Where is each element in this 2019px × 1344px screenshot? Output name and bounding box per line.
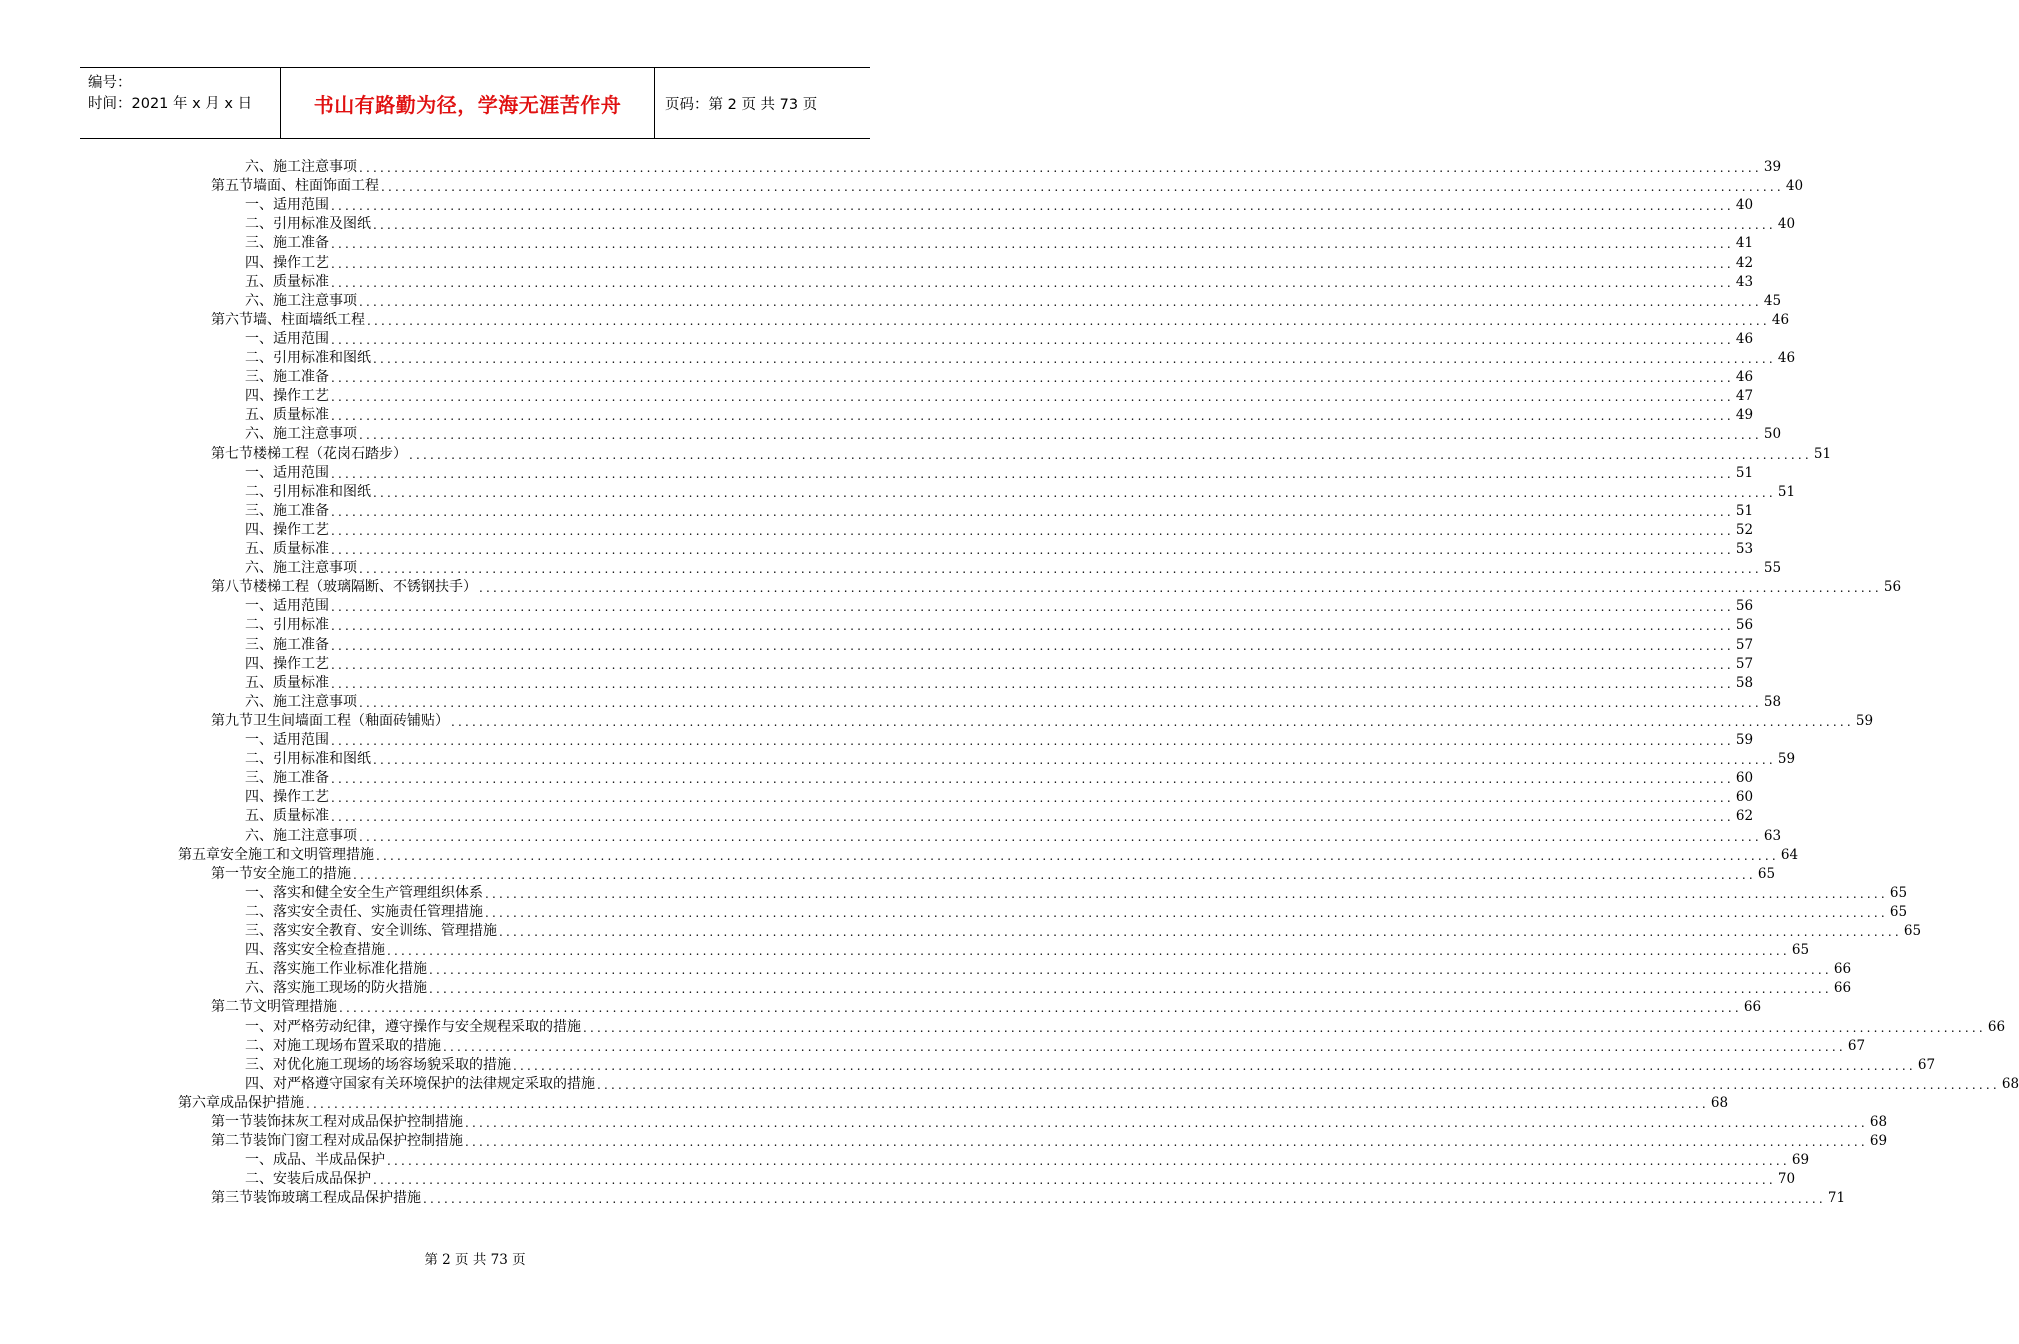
toc-entry-title: 质量标准 <box>273 808 329 825</box>
toc-dot-leader: ........................................................................................................................................................................................................ <box>359 695 1762 710</box>
toc-entry-page: 68 <box>1710 1094 1729 1111</box>
toc-entry[interactable] <box>211 578 1902 597</box>
toc-entry-title: 施工准备 <box>273 770 329 787</box>
toc-entry-title: 操作工艺 <box>273 521 329 538</box>
toc-entry[interactable] <box>245 922 1922 941</box>
toc-entry[interactable] <box>211 998 1762 1017</box>
toc-dot-leader: ........................................................................................................................................................................................................ <box>376 848 1779 863</box>
toc-entry-number: 四、 <box>245 521 273 538</box>
toc-entry[interactable] <box>245 387 1754 406</box>
toc-entry-title: 楼梯工程（花岗石踏步） <box>253 445 407 462</box>
toc-entry[interactable] <box>245 540 1754 559</box>
toc-entry-page: 58 <box>1763 693 1782 710</box>
toc-entry-page: 59 <box>1855 712 1874 729</box>
toc-dot-leader: ........................................................................................................................................................................................................ <box>331 332 1734 347</box>
toc-entry-number: 一、 <box>245 598 273 615</box>
toc-dot-leader: ........................................................................................................................................................................................................ <box>359 562 1762 577</box>
toc-entry-title: 适用范围 <box>273 464 329 481</box>
toc-entry[interactable] <box>245 597 1754 616</box>
toc-entry[interactable] <box>245 1018 2006 1037</box>
toc-entry-page: 65 <box>1791 942 1810 959</box>
toc-entry-title: 施工注意事项 <box>273 560 357 577</box>
toc-entry-title: 适用范围 <box>273 598 329 615</box>
toc-entry-page: 46 <box>1771 311 1790 328</box>
toc-entry-title: 文明管理措施 <box>253 999 337 1016</box>
toc-entry-page: 69 <box>1791 1152 1810 1169</box>
toc-entry-page: 51 <box>1735 464 1754 481</box>
toc-entry-number: 三、 <box>245 923 273 939</box>
toc-entry[interactable] <box>245 674 1754 693</box>
toc-entry-title: 施工注意事项 <box>273 292 357 309</box>
toc-dot-leader: ........................................................................................................................................................................................................ <box>331 600 1734 615</box>
toc-entry-number: 五、 <box>245 674 273 691</box>
toc-entry-title: 引用标准和图纸 <box>273 350 371 366</box>
toc-dot-leader: ........................................................................................................................................................................................................ <box>583 1020 1986 1035</box>
toc-entry-number: 第二节 <box>211 999 253 1016</box>
toc-dot-leader: ........................................................................................................................................................................................................ <box>597 1077 2000 1092</box>
toc-entry[interactable] <box>245 884 1908 903</box>
toc-entry-page: 47 <box>1735 388 1754 405</box>
toc-entry[interactable] <box>245 1170 1796 1189</box>
toc-dot-leader: ........................................................................................................................................................................................................ <box>499 925 1902 939</box>
toc-dot-leader: ........................................................................................................................................................................................................ <box>451 714 1854 729</box>
toc-entry[interactable] <box>178 1094 1729 1113</box>
toc-entry-number: 六、 <box>245 560 273 577</box>
toc-entry-number: 四、 <box>245 254 273 271</box>
toc-entry[interactable] <box>245 464 1754 483</box>
toc-entry-title: 操作工艺 <box>273 388 329 405</box>
toc-entry-number: 第六章 <box>178 1094 220 1111</box>
toc-entry-page: 59 <box>1735 732 1754 748</box>
toc-dot-leader: ........................................................................................................................................................................................................ <box>331 543 1734 557</box>
toc-entry[interactable] <box>245 827 1782 846</box>
toc-dot-leader: ........................................................................................................................................................................................................ <box>331 371 1734 386</box>
toc-dot-leader: ........................................................................................................................................................................................................ <box>331 409 1734 424</box>
toc-dot-leader: ........................................................................................................................................................................................................ <box>331 275 1734 290</box>
toc-dot-leader: ........................................................................................................................................................................................................ <box>331 390 1734 405</box>
toc-dot-leader: ........................................................................................................................................................................................................ <box>513 1058 1916 1073</box>
toc-entry[interactable] <box>245 616 1754 635</box>
toc-entry-title: 操作工艺 <box>273 655 329 672</box>
toc-entry[interactable] <box>211 865 1776 884</box>
toc-entry[interactable] <box>245 234 1754 253</box>
toc-dot-leader: ........................................................................................................................................................................................................ <box>331 504 1734 519</box>
toc-dot-leader: ........................................................................................................................................................................................................ <box>331 523 1734 538</box>
toc-entry-page: 67 <box>1847 1037 1866 1054</box>
toc-entry-number: 一、 <box>245 330 273 347</box>
toc-dot-leader: ........................................................................................................................................................................................................ <box>485 886 1888 901</box>
toc-entry[interactable] <box>245 559 1782 578</box>
toc-dot-leader: ........................................................................................................................................................................................................ <box>373 1173 1776 1188</box>
toc-entry-title: 安全施工的措施 <box>253 865 351 882</box>
header-motto: 书山有路勤为径，学海无涯苦作舟 <box>281 68 655 138</box>
toc-entry-number: 第七节 <box>211 445 253 462</box>
toc-entry-title: 成品、半成品保护 <box>273 1152 385 1169</box>
toc-entry-number: 一、 <box>245 1018 273 1035</box>
toc-entry-page: 51 <box>1777 483 1796 500</box>
toc-dot-leader: ........................................................................................................................................................................................................ <box>331 237 1734 252</box>
toc-entry[interactable] <box>245 483 1796 502</box>
date-label: 时间：2021 年 x 月 x 日 <box>88 96 253 112</box>
toc-entry-title: 施工注意事项 <box>273 426 357 443</box>
toc-entry[interactable] <box>245 215 1796 234</box>
toc-entry-title: 适用范围 <box>273 197 329 214</box>
toc-entry-title: 施工注意事项 <box>273 827 357 844</box>
toc-dot-leader: ........................................................................................................................................................................................................ <box>373 753 1776 768</box>
toc-entry-number: 三、 <box>245 235 273 252</box>
toc-entry[interactable] <box>245 196 1754 215</box>
toc-dot-leader: ........................................................................................................................................................................................................ <box>331 676 1734 691</box>
toc-entry-page: 46 <box>1735 369 1754 386</box>
toc-entry[interactable] <box>245 1056 1936 1075</box>
toc-entry-title: 施工准备 <box>273 235 329 252</box>
toc-entry-page: 69 <box>1869 1133 1888 1150</box>
toc-entry-page: 70 <box>1777 1171 1796 1188</box>
toc-entry-title: 质量标准 <box>273 541 329 557</box>
toc-entry-title: 质量标准 <box>273 273 329 290</box>
toc-entry-title: 墙、柱面墙纸工程 <box>253 311 365 328</box>
toc-entry[interactable] <box>211 712 1874 731</box>
toc-entry-page: 62 <box>1735 808 1754 825</box>
toc-dot-leader: ........................................................................................................................................................................................................ <box>331 256 1734 271</box>
toc-entry-page: 66 <box>1833 961 1852 978</box>
toc-entry-number: 三、 <box>245 369 273 386</box>
toc-dot-leader: ........................................................................................................................................................................................................ <box>465 1116 1868 1130</box>
toc-entry-page: 65 <box>1889 903 1908 920</box>
toc-entry[interactable] <box>211 1113 1888 1132</box>
toc-entry-page: 68 <box>2001 1075 2019 1092</box>
toc-dot-leader: ........................................................................................................................................................................................................ <box>306 1096 1709 1111</box>
toc-entry-title: 对严格劳动纪律，遵守操作与安全规程采取的措施 <box>273 1018 581 1035</box>
toc-entry-page: 43 <box>1735 273 1754 290</box>
toc-entry-title: 引用标准 <box>273 617 329 634</box>
toc-entry-number: 第五节 <box>211 178 253 195</box>
toc-entry-number: 五、 <box>245 407 273 424</box>
toc-entry-page: 67 <box>1917 1056 1936 1073</box>
toc-entry-title: 落实安全责任、实施责任管理措施 <box>273 903 483 920</box>
toc-dot-leader: ........................................................................................................................................................................................................ <box>373 485 1776 500</box>
toc-entry-title: 落实施工现场的防火措施 <box>273 980 427 997</box>
toc-entry-number: 五、 <box>245 273 273 290</box>
toc-dot-leader: ........................................................................................................................................................................................................ <box>387 944 1790 959</box>
toc-entry-page: 40 <box>1777 216 1796 233</box>
toc-entry-number: 六、 <box>245 980 273 997</box>
toc-entry-page: 56 <box>1883 579 1902 596</box>
toc-entry-number: 六、 <box>245 292 273 309</box>
toc-entry-page: 46 <box>1735 330 1754 347</box>
toc-dot-leader: ........................................................................................................................................................................................................ <box>359 294 1762 309</box>
toc-entry-number: 四、 <box>245 388 273 405</box>
toc-entry[interactable] <box>245 273 1754 292</box>
toc-entry-number: 第九节 <box>211 712 253 729</box>
toc-entry-number: 四、 <box>245 942 273 959</box>
toc-entry[interactable] <box>211 177 1804 196</box>
toc-entry-title: 适用范围 <box>273 330 329 347</box>
toc-entry-page: 63 <box>1763 827 1782 844</box>
toc-dot-leader: ........................................................................................................................................................................................................ <box>331 619 1734 634</box>
toc-entry[interactable] <box>245 769 1754 788</box>
toc-entry[interactable] <box>178 846 1799 865</box>
toc-entry[interactable] <box>245 406 1754 425</box>
toc-entry[interactable] <box>245 368 1754 387</box>
toc-entry-title: 落实安全教育、安全训练、管理措施 <box>273 923 497 939</box>
toc-dot-leader: ........................................................................................................................................................................................................ <box>359 829 1762 844</box>
toc-dot-leader: ........................................................................................................................................................................................................ <box>359 428 1762 443</box>
toc-entry-number: 六、 <box>245 827 273 844</box>
toc-entry[interactable] <box>245 502 1754 521</box>
toc-entry[interactable] <box>245 693 1782 712</box>
toc-entry-page: 59 <box>1777 751 1796 768</box>
toc-entry-number: 三、 <box>245 636 273 653</box>
toc-entry-number: 第六节 <box>211 311 253 328</box>
toc-entry-page: 50 <box>1763 426 1782 443</box>
toc-entry-page: 68 <box>1869 1114 1888 1130</box>
toc-entry[interactable] <box>245 425 1782 444</box>
toc-entry-number: 三、 <box>245 770 273 787</box>
toc-entry-page: 39 <box>1763 159 1782 175</box>
toc-entry-page: 51 <box>1735 502 1754 519</box>
toc-entry-page: 57 <box>1735 636 1754 653</box>
toc-entry-title: 安装后成品保护 <box>273 1171 371 1188</box>
toc-entry-title: 安全施工和文明管理措施 <box>220 846 374 863</box>
toc-entry-title: 对严格遵守国家有关环境保护的法律规定采取的措施 <box>273 1075 595 1092</box>
toc-entry[interactable] <box>245 1075 2019 1094</box>
toc-entry[interactable] <box>245 349 1796 368</box>
toc-entry[interactable] <box>245 158 1782 177</box>
toc-entry[interactable] <box>211 445 1832 464</box>
toc-entry-page: 42 <box>1735 254 1754 271</box>
toc-entry-page: 64 <box>1780 846 1799 863</box>
toc-dot-leader: ........................................................................................................................................................................................................ <box>331 734 1734 748</box>
toc-entry-number: 四、 <box>245 789 273 806</box>
toc-entry-page: 49 <box>1735 407 1754 424</box>
toc-entry[interactable] <box>245 960 1852 979</box>
toc-entry-title: 楼梯工程（玻璃隔断、不锈钢扶手） <box>253 579 477 596</box>
toc-dot-leader: ........................................................................................................................................................................................................ <box>367 313 1770 328</box>
toc-entry-title: 卫生间墙面工程（釉面砖铺贴） <box>253 712 449 729</box>
toc-entry-title: 对施工现场布置采取的措施 <box>273 1037 441 1054</box>
toc-entry-title: 操作工艺 <box>273 254 329 271</box>
toc-entry[interactable] <box>245 636 1754 655</box>
toc-entry-number: 一、 <box>245 732 273 748</box>
toc-entry-number: 二、 <box>245 903 273 920</box>
toc-entry-page: 66 <box>1743 999 1762 1016</box>
toc-entry-number: 第三节 <box>211 1190 253 1207</box>
toc-entry-title: 施工准备 <box>273 636 329 653</box>
toc-entry-number: 第一节 <box>211 1114 253 1130</box>
serial-label: 编号： <box>88 75 132 91</box>
toc-entry-page: 66 <box>1987 1018 2006 1035</box>
toc-entry[interactable] <box>245 807 1754 826</box>
toc-entry-title: 装饰抹灰工程对成品保护控制措施 <box>253 1114 463 1130</box>
toc-entry-number: 二、 <box>245 617 273 634</box>
toc-dot-leader: ........................................................................................................................................................................................................ <box>331 466 1734 481</box>
toc-entry-number: 四、 <box>245 1075 273 1092</box>
toc-entry-title: 墙面、柱面饰面工程 <box>253 178 379 195</box>
toc-entry-number: 五、 <box>245 541 273 557</box>
toc-entry-number: 二、 <box>245 1037 273 1054</box>
toc-entry[interactable] <box>245 903 1908 922</box>
toc-entry[interactable] <box>245 521 1754 540</box>
toc-entry-page: 71 <box>1827 1190 1846 1207</box>
toc-entry-page: 56 <box>1735 598 1754 615</box>
toc-dot-leader: ........................................................................................................................................................................................................ <box>373 352 1776 366</box>
toc-entry-title: 适用范围 <box>273 732 329 748</box>
toc-entry-number: 三、 <box>245 502 273 519</box>
toc-entry[interactable] <box>245 979 1852 998</box>
toc-entry-page: 60 <box>1735 770 1754 787</box>
toc-entry-page: 46 <box>1777 350 1796 366</box>
toc-entry-page: 51 <box>1813 445 1832 462</box>
toc-entry[interactable] <box>245 788 1754 807</box>
toc-dot-leader: ........................................................................................................................................................................................................ <box>331 657 1734 672</box>
toc-entry-title: 施工注意事项 <box>273 159 357 175</box>
toc-dot-leader: ........................................................................................................................................................................................................ <box>409 447 1812 462</box>
toc-entry-title: 装饰玻璃工程成品保护措施 <box>253 1190 421 1207</box>
toc-entry[interactable] <box>245 1151 1810 1170</box>
toc-entry-number: 六、 <box>245 159 273 175</box>
toc-dot-leader: ........................................................................................................................................................................................................ <box>443 1039 1846 1054</box>
toc-entry[interactable] <box>245 750 1796 769</box>
toc-entry[interactable] <box>211 1132 1888 1151</box>
toc-entry-title: 施工准备 <box>273 369 329 386</box>
toc-dot-leader: ........................................................................................................................................................................................................ <box>331 791 1734 806</box>
header-page-info: 页码：第 2 页 共 73 页 <box>665 96 818 113</box>
toc-entry-title: 落实和健全安全生产管理组织体系 <box>273 884 483 901</box>
toc-entry-page: 55 <box>1763 560 1782 577</box>
toc-entry-number: 六、 <box>245 426 273 443</box>
toc-dot-leader: ........................................................................................................................................................................................................ <box>465 1135 1868 1150</box>
toc-entry-title: 操作工艺 <box>273 789 329 806</box>
toc-entry-page: 45 <box>1763 292 1782 309</box>
toc-dot-leader: ........................................................................................................................................................................................................ <box>423 1192 1826 1207</box>
toc-entry-number: 二、 <box>245 751 273 768</box>
toc-entry-page: 40 <box>1785 178 1804 195</box>
toc-dot-leader: ........................................................................................................................................................................................................ <box>331 638 1734 653</box>
toc-dot-leader: ........................................................................................................................................................................................................ <box>331 772 1734 787</box>
toc-entry-page: 60 <box>1735 789 1754 806</box>
toc-entry-number: 二、 <box>245 350 273 366</box>
toc-entry-page: 65 <box>1757 865 1776 882</box>
toc-entry-title: 引用标准和图纸 <box>273 483 371 500</box>
toc-entry[interactable] <box>245 731 1754 750</box>
toc-entry-number: 一、 <box>245 1152 273 1169</box>
toc-dot-leader: ........................................................................................................................................................................................................ <box>373 218 1776 233</box>
toc-entry[interactable] <box>245 330 1754 349</box>
toc-entry-number: 二、 <box>245 1171 273 1188</box>
toc-entry-page: 56 <box>1735 617 1754 634</box>
toc-entry-page: 40 <box>1735 197 1754 214</box>
toc-dot-leader: ........................................................................................................................................................................................................ <box>485 905 1888 920</box>
toc-dot-leader: ........................................................................................................................................................................................................ <box>339 1001 1742 1016</box>
toc-entry-number: 第五章 <box>178 846 220 863</box>
toc-entry-number: 二、 <box>245 483 273 500</box>
toc-entry-title: 成品保护措施 <box>220 1094 304 1111</box>
toc-dot-leader: ........................................................................................................................................................................................................ <box>429 963 1832 978</box>
toc-entry-number: 一、 <box>245 884 273 901</box>
toc-entry[interactable] <box>245 941 1810 960</box>
toc-entry-title: 引用标准及图纸 <box>273 216 371 233</box>
toc-entry-title: 装饰门窗工程对成品保护控制措施 <box>253 1133 463 1150</box>
toc-entry-number: 二、 <box>245 216 273 233</box>
toc-entry-number: 六、 <box>245 693 273 710</box>
toc-dot-leader: ........................................................................................................................................................................................................ <box>429 982 1832 997</box>
toc-dot-leader: ........................................................................................................................................................................................................ <box>359 161 1762 175</box>
toc-entry-number: 第八节 <box>211 579 253 596</box>
toc-entry-number: 五、 <box>245 961 273 978</box>
toc-entry-title: 施工准备 <box>273 502 329 519</box>
header-meta-cell <box>80 68 281 138</box>
toc-entry-title: 对优化施工现场的场容场貌采取的措施 <box>273 1056 511 1073</box>
toc-entry-page: 65 <box>1889 884 1908 901</box>
toc-dot-leader: ........................................................................................................................................................................................................ <box>331 199 1734 214</box>
toc-entry[interactable] <box>211 311 1790 330</box>
toc-entry-page: 66 <box>1833 980 1852 997</box>
toc-entry-title: 引用标准和图纸 <box>273 751 371 768</box>
toc-entry-page: 57 <box>1735 655 1754 672</box>
toc-dot-leader: ........................................................................................................................................................................................................ <box>479 581 1882 596</box>
toc-entry-number: 一、 <box>245 464 273 481</box>
toc-entry-title: 质量标准 <box>273 674 329 691</box>
page-footer: 第 2 页 共 73 页 <box>424 1252 526 1268</box>
toc-entry-page: 53 <box>1735 541 1754 557</box>
toc-entry-title: 落实施工作业标准化措施 <box>273 961 427 978</box>
toc-entry-number: 四、 <box>245 655 273 672</box>
toc-entry[interactable] <box>245 655 1754 674</box>
toc-dot-leader: ........................................................................................................................................................................................................ <box>331 810 1734 825</box>
toc-entry-page: 58 <box>1735 674 1754 691</box>
toc-entry[interactable] <box>211 1189 1846 1208</box>
toc-entry-number: 一、 <box>245 197 273 214</box>
toc-entry-title: 落实安全检查措施 <box>273 942 385 959</box>
toc-entry[interactable] <box>245 1037 1866 1056</box>
toc-entry[interactable] <box>245 254 1754 273</box>
page-header <box>80 67 870 139</box>
toc-entry[interactable] <box>245 292 1782 311</box>
toc-entry-title: 质量标准 <box>273 407 329 424</box>
toc-entry-page: 65 <box>1903 923 1922 939</box>
toc-entry-page: 52 <box>1735 521 1754 538</box>
toc-entry-number: 三、 <box>245 1056 273 1073</box>
toc-entry-number: 五、 <box>245 808 273 825</box>
toc-entry-title: 施工注意事项 <box>273 693 357 710</box>
toc-dot-leader: ........................................................................................................................................................................................................ <box>353 867 1756 882</box>
toc-entry-page: 41 <box>1735 235 1754 252</box>
toc-dot-leader: ........................................................................................................................................................................................................ <box>387 1154 1790 1169</box>
toc-entry-number: 第二节 <box>211 1133 253 1150</box>
toc-dot-leader: ........................................................................................................................................................................................................ <box>381 180 1784 195</box>
toc-entry-number: 第一节 <box>211 865 253 882</box>
